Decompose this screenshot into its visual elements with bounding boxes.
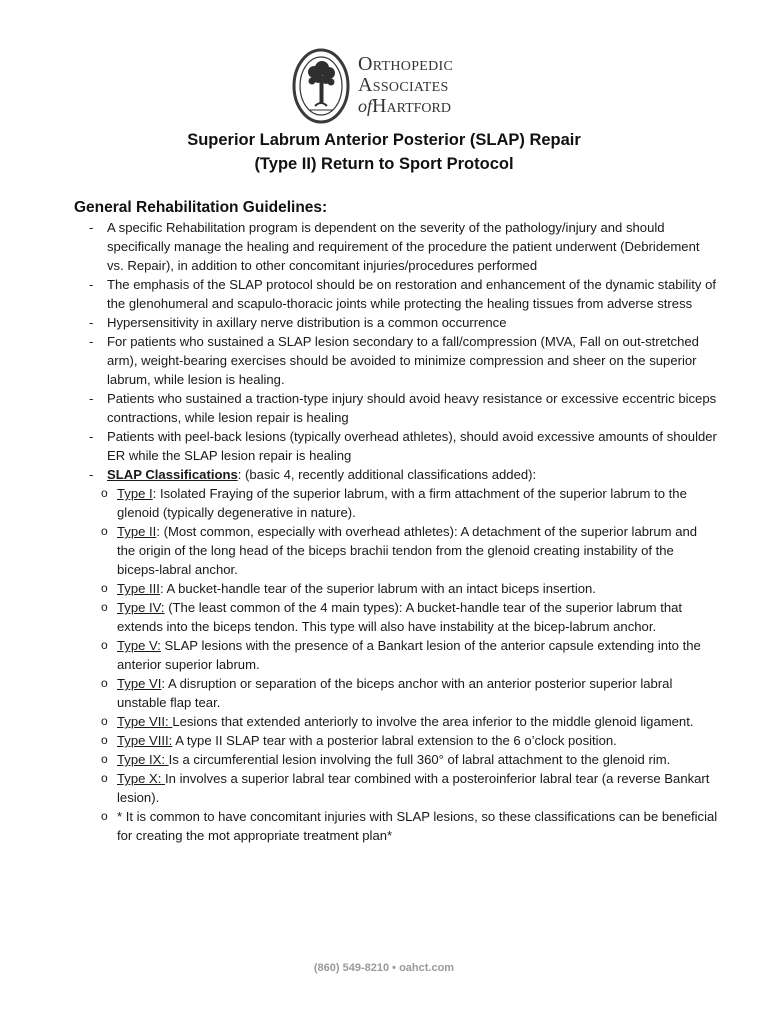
guidelines-list xyxy=(0,218,768,845)
classifications-label: SLAP Classifications xyxy=(107,467,238,482)
guideline-item: - Patients who sustained a traction-type injury should avoid heavy resistance or excessive eccentric biceps contractions, while lesion repair is healing xyxy=(89,391,717,425)
classification-type-5: o Type V: SLAP lesions with the presence of a Bankart lesion of the anterior capsule extending into the anterior superior labrum. xyxy=(101,638,701,672)
document-title xyxy=(0,128,768,176)
brand-line-3-name: Hartford xyxy=(372,95,451,117)
guideline-item: - Patients with peel-back lesions (typically overhead athletes), should avoid excessive amounts of shoulder ER while the SLAP lesion repair is healing xyxy=(89,429,717,463)
classification-type-6: o Type VI: A disruption or separation of the biceps anchor with an anterior posterior superior labral unstable flap tear. xyxy=(101,676,673,710)
guideline-item: - A specific Rehabilitation program is dependent on the severity of the pathology/injury and should specifically manage the healing and requirement of the procedure the patient underwent (Debridement vs. Repair), in addition to other concomitant injuries/procedures performed xyxy=(89,220,700,273)
brand-wordmark xyxy=(358,54,453,117)
classification-footnote: o * It is common to have concomitant injuries with SLAP lesions, so these classifications can be beneficial for creating the mot appropriate treatment plan* xyxy=(101,809,718,843)
practice-logo xyxy=(292,48,482,126)
guideline-item: - For patients who sustained a SLAP lesion secondary to a fall/compression (MVA, Fall on out-stretched arm), weight-bearing exercises should be avoided to minimize compression and sheer on the superior labrum, while lesion is healing. xyxy=(89,334,699,387)
classification-type-10: o Type X: In involves a superior labral tear combined with a posteroinferior labral tear (a reverse Bankart lesion). xyxy=(101,771,710,805)
footer-contact: (860) 549-8210 • oahct.com xyxy=(313,962,455,974)
brand-line-3-prefix: of xyxy=(358,96,373,116)
brand-line-2: Associates xyxy=(358,74,449,96)
brand-line-1: Orthopedic xyxy=(358,53,454,75)
guideline-item: - The emphasis of the SLAP protocol should be on restoration and enhancement of the dynamic stability of the glenohumeral and scapulo-thoracic joints while protecting the healing tissues from adverse stress xyxy=(89,277,716,311)
classification-type-3: o Type III: A bucket-handle tear of the superior labrum with an intact biceps insertion. xyxy=(101,581,596,596)
classification-type-2: o Type II: (Most common, especially with overhead athletes): A detachment of the superior labrum and the origin of the long head of the biceps brachii tendon from the glenoid creating instability of the biceps-labral anchor. xyxy=(101,524,698,577)
title-line-1: Superior Labrum Anterior Posterior (SLAP) Repair xyxy=(187,131,581,149)
classification-type-1: o Type I: Isolated Fraying of the superior labrum, with a firm attachment of the superior labrum to the glenoid (typically degenerative in nature). xyxy=(101,486,687,520)
classification-type-8: o Type VIII: A type II SLAP tear with a posterior labral extension to the 6 o’clock position. xyxy=(101,733,617,748)
guideline-item: - Hypersensitivity in axillary nerve distribution is a common occurrence xyxy=(89,315,507,330)
section-heading: General Rehabilitation Guidelines: xyxy=(74,199,328,216)
classification-type-9: o Type IX: Is a circumferential lesion involving the full 360° of labral attachment to the glenoid rim. xyxy=(101,752,671,767)
classifications-note: : (basic 4, recently additional classifications added): xyxy=(237,467,537,482)
tree-seal-icon xyxy=(292,48,350,124)
brand-line-3 xyxy=(358,96,453,117)
title-line-2: (Type II) Return to Sport Protocol xyxy=(254,155,514,173)
classification-type-7: o Type VII: Lesions that extended anteriorly to involve the area inferior to the middle glenoid ligament. xyxy=(101,714,694,729)
classification-type-4: o Type IV: (The least common of the 4 main types): A bucket-handle tear of the superior labrum that extends into the biceps tendon. This type will also have instability at the bicep-labrum anchor. xyxy=(101,600,683,634)
classifications-item: - SLAP Classifications: (basic 4, recently additional classifications added): xyxy=(89,467,537,482)
